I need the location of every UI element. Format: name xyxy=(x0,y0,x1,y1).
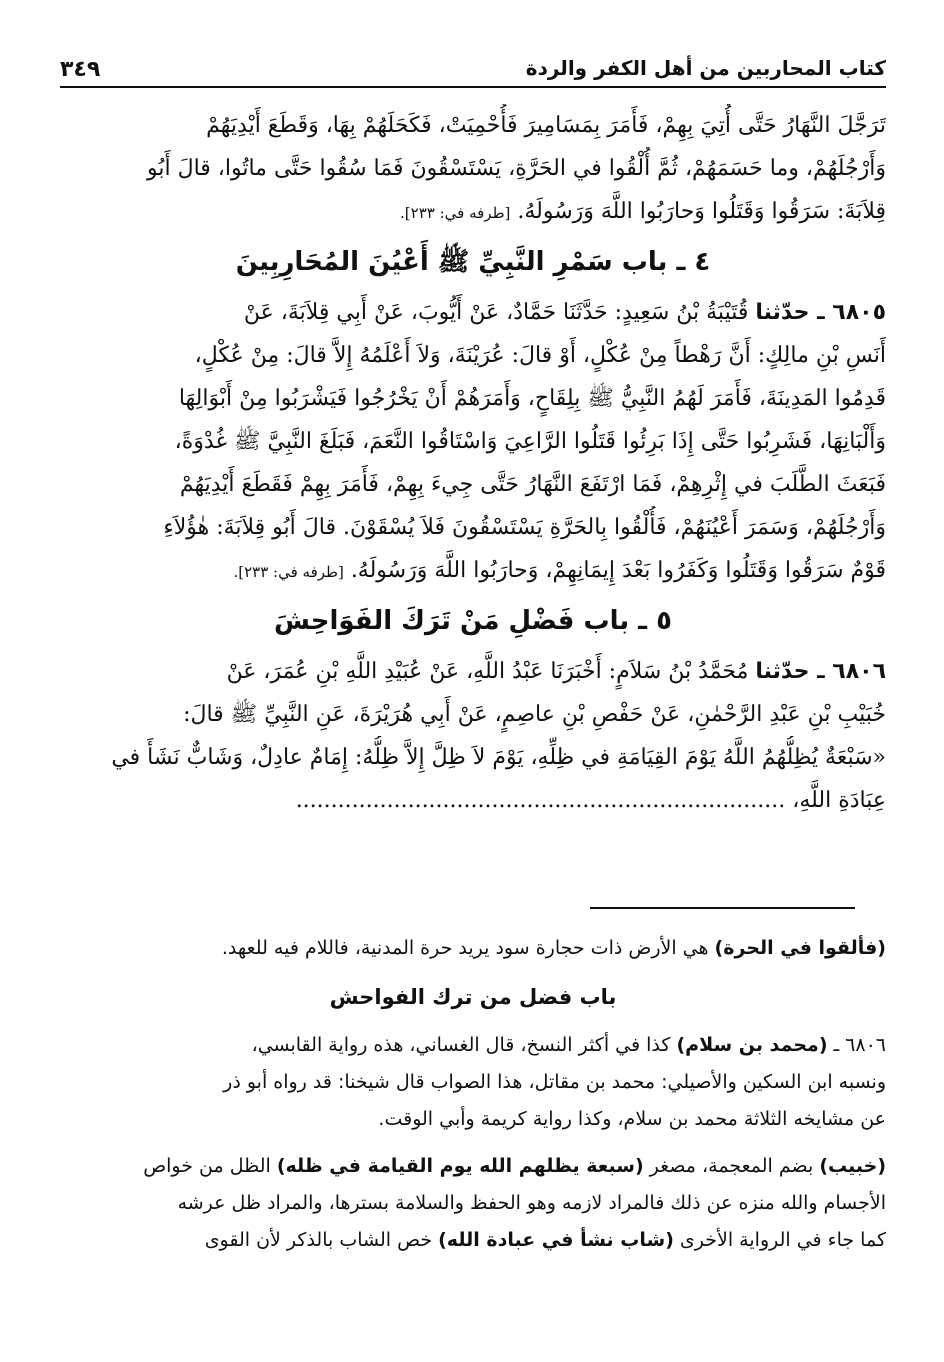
note-text: هي الأرض ذات حجارة سود يريد حرة المدنية، فاللام فيه للعهد. xyxy=(221,937,715,959)
note-lemma: (شاب نشأ في عبادة الله) xyxy=(438,1229,674,1251)
text-line xyxy=(60,190,886,233)
text-line: قَدِمُوا المَدِينَةَ، فَأَمَرَ لَهُمُ النَّبِيُّ ﷺ بِلِقَاحٍ، وَأَمَرَهُمْ أَنْ يَخْرُجُوا فَيَشْرَبُوا مِنْ أَبْوَالِهَا xyxy=(178,386,886,411)
note-line: ونسبه ابن السكين والأصيلي: محمد بن مقاتل، هذا الصواب قال شيخنا: قد رواه أبو ذر xyxy=(223,1071,886,1093)
text-segment: قِلاَبَةَ: سَرَقُوا وَقَتَلُوا وَحارَبُوا اللَّهَ وَرَسُولَهُ. xyxy=(517,199,886,224)
chapter-heading-4: ٤ ـ باب سَمْرِ النَّبِيِّ ﷺ أَعْيُنَ المُحَارِبِينَ xyxy=(235,247,711,277)
text-segment: عِبَادَةِ اللَّهِ، xyxy=(792,788,886,813)
text-line: وَأَلْبَانِهَا، فَشَرِبُوا حَتَّى إِذَا بَرِئُوا قَتَلُوا الرَّاعِيَ وَاسْتَاقُوا النَّعَمَ، فَبَلَغَ النَّبِيَّ ﷺ غُدْوَةً، xyxy=(174,429,886,454)
note-lemma: (خبيب) xyxy=(819,1155,886,1177)
text-line xyxy=(60,779,886,822)
text-line xyxy=(60,549,886,592)
book-title: كتاب المحاربين من أهل الكفر والردة xyxy=(525,56,886,80)
text-line: أَنَسِ بْنِ مالِكٍ: أَنَّ رَهْطاً مِنْ عُكْلٍ، أَوْ قالَ: عُرَيْنَةَ، وَلاَ أَعْلَمُهُ إِلاَّ قالَ: مِنْ عُكْلٍ، xyxy=(194,343,886,368)
notes-heading: باب فضل من ترك الفواحش xyxy=(329,985,617,1009)
text-line: «سَبْعَةٌ يُظِلُّهُمُ اللَّهُ يَوْمَ القِيَامَةِ في ظِلِّهِ، يَوْمَ لاَ ظِلَّ إِلاَّ ظِلُّهُ: إِمَامٌ عادِلٌ، وَشَابٌّ نَشَأَ في xyxy=(111,745,886,770)
page-header xyxy=(60,50,886,88)
text-line: فَبَعَثَ الطَّلَبَ في إِثْرِهِمْ، فَمَا ارْتَفَعَ النَّهَارُ حَتَّى جِيءَ بِهِمْ، فَأَمَرَ بِهِمْ فَقَطَعَ أَيْدِيَهُمْ xyxy=(179,472,886,497)
note-line xyxy=(60,930,886,967)
cross-reference: [طرفه في: ٢٣٣]. xyxy=(400,204,511,222)
footnote-divider xyxy=(590,907,855,909)
note-lemma: (سبعة يظلهم الله يوم القيامة في ظله) xyxy=(276,1155,644,1177)
commentary-notes xyxy=(60,930,886,1259)
note-line xyxy=(60,1148,886,1185)
note-text: الظل من خواص xyxy=(143,1155,277,1177)
note-line: عن مشايخه الثلاثة محمد بن سلام، وكذا رواية كريمة وأبي الوقت. xyxy=(378,1108,886,1130)
note-text: كذا في أكثر النسخ، قال الغساني، هذه رواية القابسي، xyxy=(251,1034,677,1056)
note-text: خص الشاب بالذكر لأن القوى xyxy=(204,1229,439,1251)
text-segment: مُحَمَّدُ بْنُ سَلاَمٍ: أَخْبَرَنَا عَبْدُ اللَّهِ، عَنْ عُبَيْدِ اللَّهِ بْنِ عُمَرَ، عَنْ xyxy=(226,659,749,684)
note-number: ٦٨٠٦ ـ xyxy=(833,1034,886,1056)
note-text: بضم المعجمة، مصغر xyxy=(643,1155,820,1177)
text-segment: قَوْمٌ سَرَقُوا وَقَتَلُوا وَكَفَرُوا بَعْدَ إِيمَانِهِمْ، وَحارَبُوا اللَّهَ وَرَسُولَهُ. xyxy=(350,558,886,583)
text-line: خُبَيْبِ بْنِ عَبْدِ الرَّحْمٰنِ، عَنْ حَفْصِ بْنِ عاصِمٍ، عَنْ أَبِي هُرَيْرَةَ، عَنِ النَّبِيِّ ﷺ قالَ: xyxy=(183,702,886,727)
hadith-number: ٦٨٠٥ ـ حدّثنا xyxy=(755,300,886,325)
note-line xyxy=(60,1222,886,1259)
note-text: كما جاء في الرواية الأخرى xyxy=(673,1229,886,1251)
note-lemma: (محمد بن سلام) xyxy=(676,1034,828,1056)
note-line xyxy=(60,1027,886,1064)
main-text xyxy=(60,104,886,822)
text-segment: قُتَيْبَةُ بْنُ سَعِيدٍ: حَدَّثَنَا حَمَّادٌ، عَنْ أَيُّوبَ، عَنْ أَبِي قِلاَبَةَ، عَنْ xyxy=(243,300,749,325)
note-line: الأجسام والله منزه عن ذلك فالمراد لازمه وهو الحفظ والسلامة بسترها، والمراد ظل عرشه xyxy=(177,1192,886,1214)
hadith-6806-first-line xyxy=(60,650,886,693)
text-line: وَأَرْجُلَهُمْ، وَسَمَرَ أَعْيُنَهُمْ، فَأُلْقُوا بِالحَرَّةِ يَسْتَسْقُونَ فَلاَ يُسْقَوْنَ. قالَ أَبُو قِلاَبَةَ: هٰؤُلاَءِ xyxy=(163,515,886,540)
continuation-dots: ...................................................................... xyxy=(295,788,786,813)
hadith-number: ٦٨٠٦ ـ حدّثنا xyxy=(755,659,886,684)
text-line: تَرَجَّلَ النَّهَارُ حَتَّى أُتِيَ بِهِمْ، فَأَمَرَ بِمَسَامِيرَ فَأُحْمِيَتْ، فَكَحَلَهُمْ بِهَا، وَقَطَعَ أَيْدِيَهُمْ xyxy=(206,113,886,138)
cross-reference: [طرفه في: ٢٣٣]. xyxy=(233,563,344,581)
text-line: وَأَرْجُلَهُمْ، وما حَسَمَهُمْ، ثُمَّ أُلْقُوا في الحَرَّةِ، يَسْتَسْقُونَ فَمَا سُقُوا حَتَّى ماتُوا، قالَ أَبُو xyxy=(146,156,886,181)
page-number: ٣٤٩ xyxy=(60,57,101,82)
chapter-heading-5: ٥ ـ باب فَضْلِ مَنْ تَرَكَ الفَوَاحِشَ xyxy=(274,606,672,636)
hadith-6805-first-line xyxy=(60,291,886,334)
note-lemma: (فألقوا في الحرة) xyxy=(714,937,886,959)
